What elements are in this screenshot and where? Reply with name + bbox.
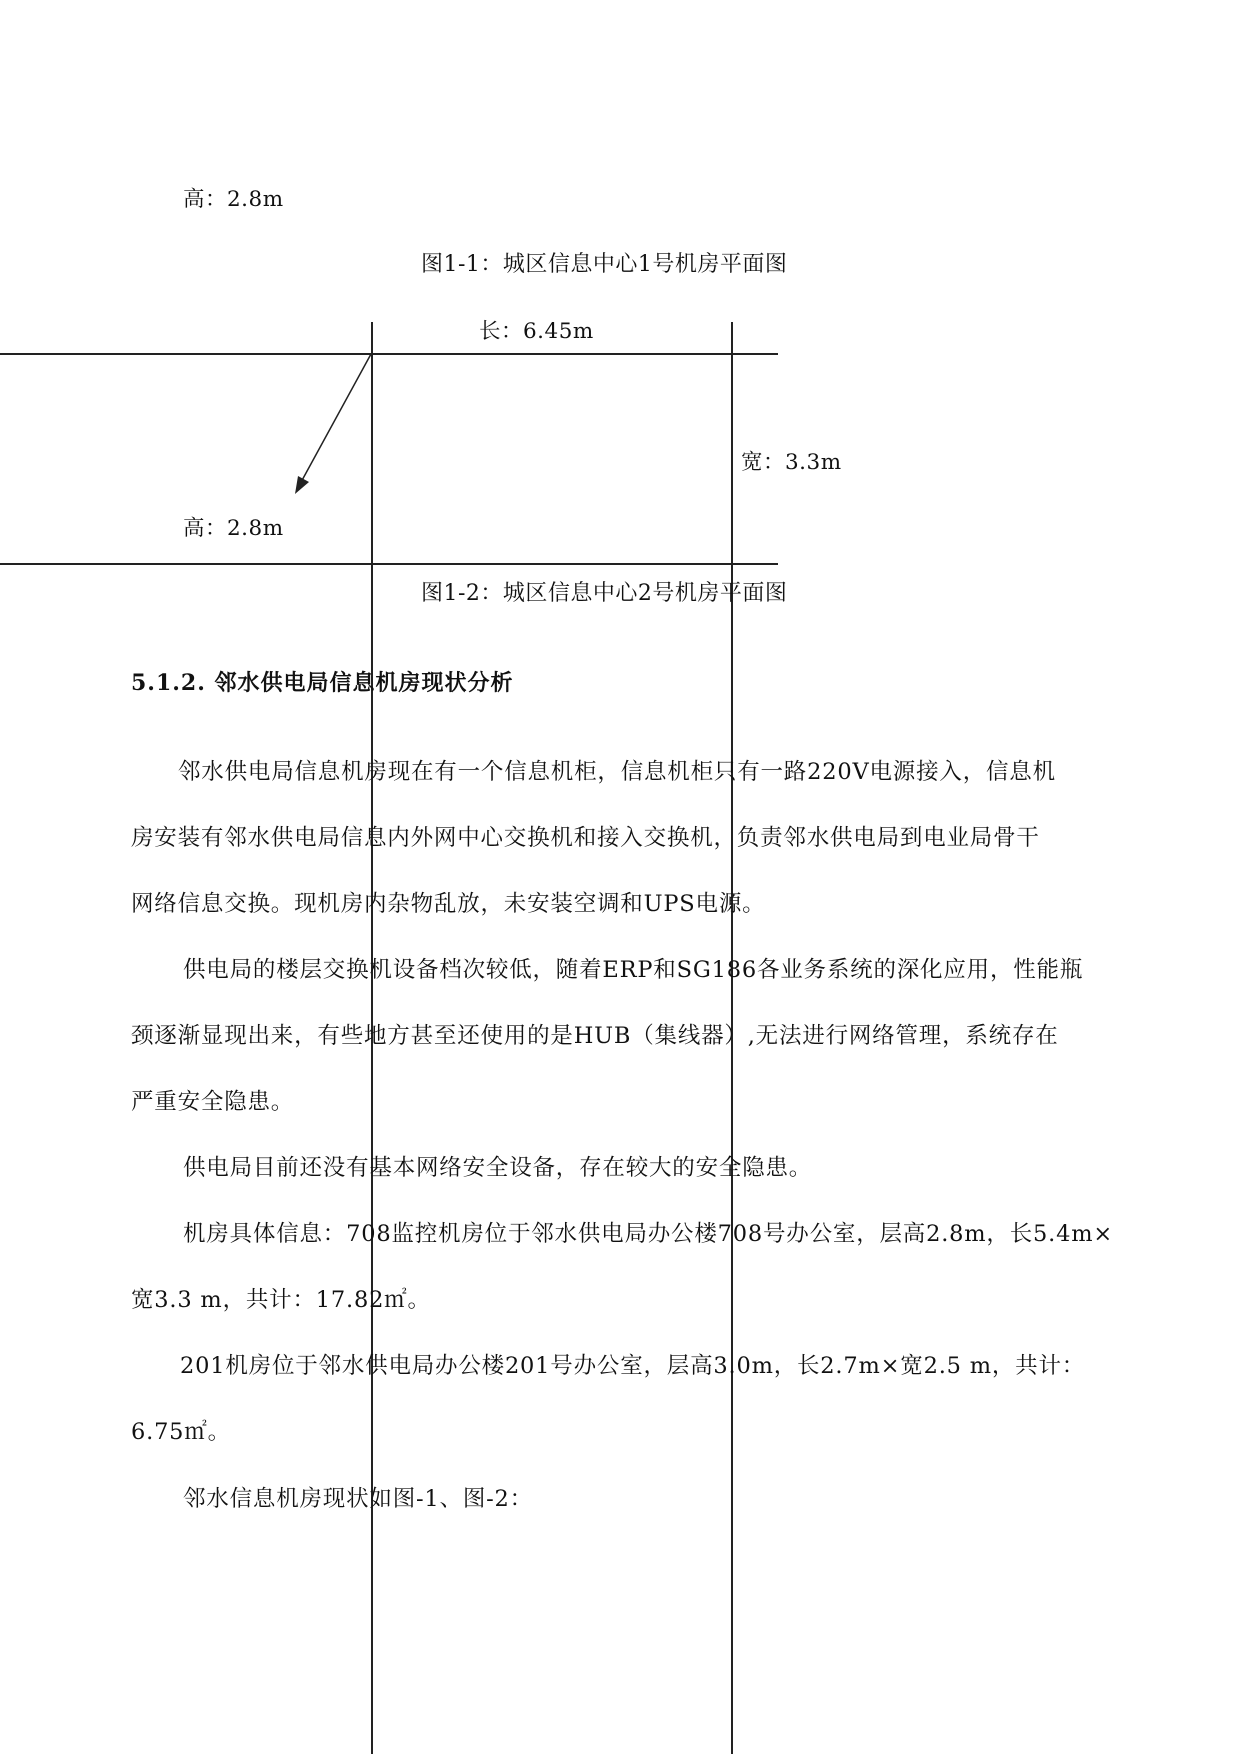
paragraph-line: 201机房位于邻水供电局办公楼201号办公室，层高3.0m，长2.7m×宽2.5 m，共计：	[180, 1353, 1086, 1379]
figure2-width-label: 宽：3.3m	[741, 450, 842, 475]
paragraph-line: 6.75㎡。	[131, 1419, 231, 1445]
paragraph-line: 宽3.3 m，共计：17.82㎡。	[131, 1287, 431, 1313]
paragraph-line: 供电局目前还没有基本网络安全设备，存在较大的安全隐患。	[183, 1155, 813, 1181]
figure1-caption: 图1-1：城区信息中心1号机房平面图	[421, 252, 788, 277]
paragraph-line: 邻水供电局信息机房现在有一个信息机柜，信息机柜只有一路220V电源接入，信息机	[178, 759, 1056, 785]
section-heading: 5.1.2. 邻水供电局信息机房现状分析	[131, 670, 514, 696]
paragraph-line: 房安装有邻水供电局信息内外网中心交换机和接入交换机，负责邻水供电局到电业局骨干	[131, 825, 1040, 851]
paragraph-line: 网络信息交换。现机房内杂物乱放，未安装空调和UPS电源。	[131, 891, 766, 917]
arrow-shaft	[300, 354, 371, 484]
figure2-height-label: 高：2.8m	[183, 516, 284, 541]
paragraph-line: 机房具体信息：708监控机房位于邻水供电局办公楼708号办公室，层高2.8m，长5.4m×	[183, 1221, 1113, 1247]
figure2-length-label: 长：6.45m	[479, 319, 594, 344]
paragraph-line: 邻水信息机房现状如图-1、图-2：	[183, 1486, 533, 1512]
figure1-height-label: 高：2.8m	[183, 187, 284, 212]
paragraph-line: 颈逐渐显现出来，有些地方甚至还使用的是HUB（集线器）,无法进行网络管理，系统存在	[131, 1023, 1059, 1049]
figure2-caption: 图1-2：城区信息中心2号机房平面图	[421, 581, 788, 606]
paragraph-line: 供电局的楼层交换机设备档次较低，随着ERP和SG186各业务系统的深化应用，性能瓶	[183, 957, 1084, 983]
arrow-head	[295, 476, 309, 494]
paragraph-line: 严重安全隐患。	[131, 1089, 295, 1115]
